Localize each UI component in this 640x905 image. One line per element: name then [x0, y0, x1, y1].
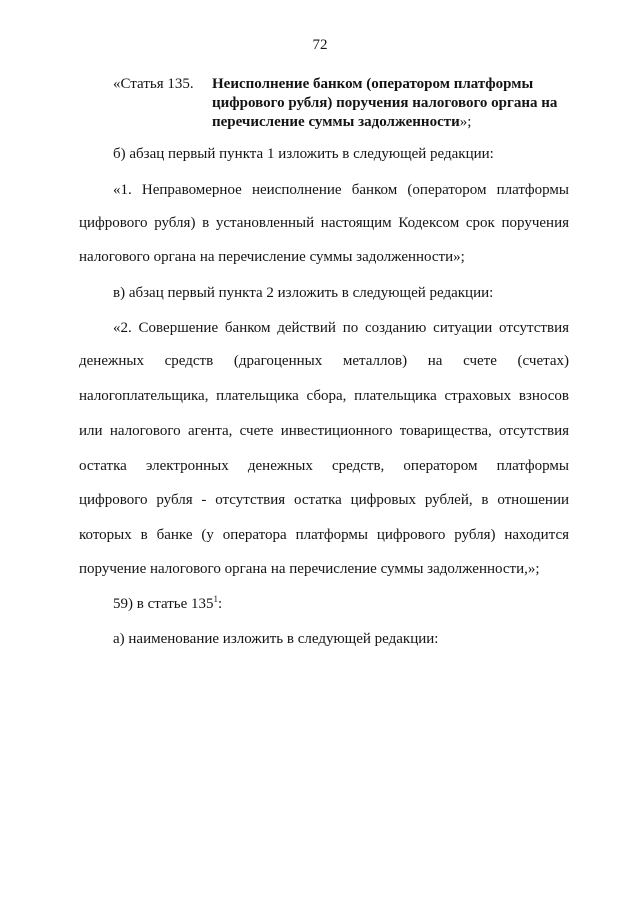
text-line-4: налогового органа на перечисление суммы задолженности»; [79, 249, 465, 265]
text-line-3: цифрового рубля) в установленный настоящим Кодексом срок поручения [79, 215, 569, 231]
text-line-15: а) наименование изложить в следующей редакции: [113, 631, 439, 647]
text-line-10: остатка электронных денежных средств, оператором платформы [79, 458, 569, 474]
article-title-suffix: »; [459, 114, 472, 130]
article-title-line-3: перечисление суммы задолженности [212, 114, 460, 130]
article-label: «Статья 135. [113, 76, 194, 92]
text-line-9: или налогового агента, счете инвестиционного товарищества, отсутствия [79, 423, 569, 439]
article-title-line-1: Неисполнение банком (оператором платформы [212, 76, 534, 92]
text-line-14 [113, 596, 569, 613]
article-title [212, 75, 582, 132]
text-line-13: поручение налогового органа на перечисление суммы задолженности,»; [79, 561, 540, 577]
text-line-7: денежных средств (драгоценных металлов) на счете (счетах) [79, 353, 569, 369]
text-line-11: цифрового рубля - отсутствия остатка цифровых рублей, в отношении [79, 492, 569, 508]
text-line-2: «1. Неправомерное неисполнение банком (оператором платформы [113, 182, 569, 198]
text-line-12: которых в банке (у оператора платформы цифрового рубля) находится [79, 527, 569, 543]
article-title-line-2: цифрового рубля) поручения налогового органа на [212, 95, 558, 111]
text-line-14-tail: : [218, 596, 223, 612]
text-line-8: налогоплательщика, плательщика сбора, плательщика страховых взносов [79, 388, 569, 404]
text-line-1: б) абзац первый пункта 1 изложить в следующей редакции: [113, 146, 494, 162]
superscript: 1 [213, 594, 219, 604]
text-line-6: «2. Совершение банком действий по созданию ситуации отсутствия [113, 320, 569, 336]
text-line-14-main: 59) в статье 135 [113, 596, 214, 612]
page-number: 72 [312, 37, 328, 53]
text-line-5: в) абзац первый пункта 2 изложить в следующей редакции: [113, 285, 494, 301]
